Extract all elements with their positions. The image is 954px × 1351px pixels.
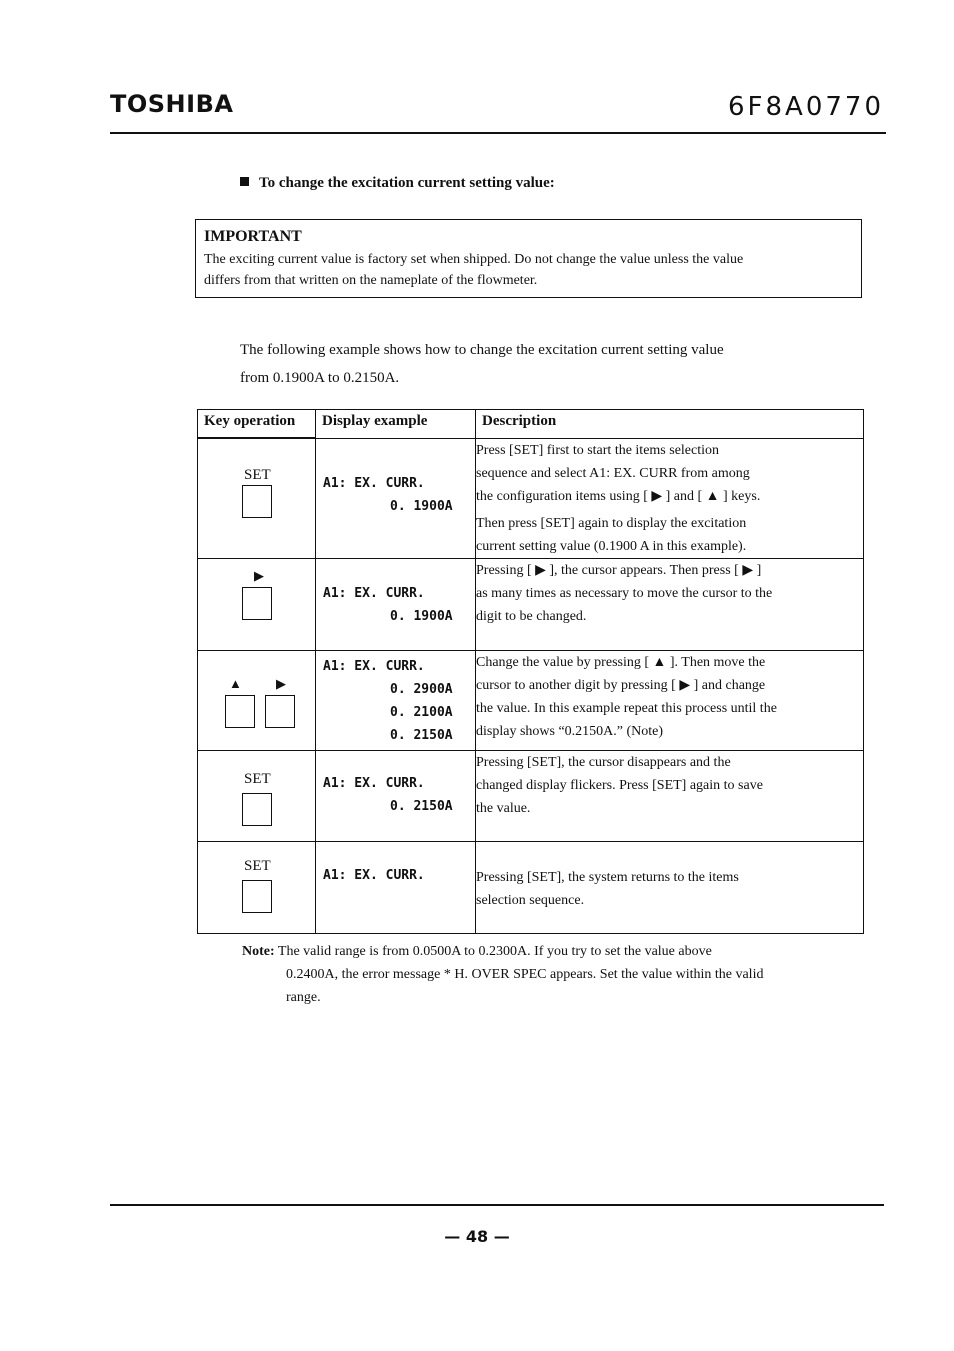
note-label: Note: xyxy=(242,944,275,959)
table-row xyxy=(198,750,864,841)
description-line: digit to be changed. xyxy=(476,608,587,624)
set-key-label: SET xyxy=(244,770,271,787)
description-cell xyxy=(476,750,864,841)
right-key-icon xyxy=(242,587,272,620)
set-key-icon xyxy=(242,880,272,913)
description-line: as many times as necessary to move the cursor to the xyxy=(476,585,773,601)
set-key-label: SET xyxy=(244,857,271,874)
note-line: range. xyxy=(286,990,321,1005)
description-line: sequence and select A1: EX. CURR from among xyxy=(476,465,750,481)
display-line: A1: EX. CURR. xyxy=(323,775,425,791)
description-line: the value. In this example repeat this process until the xyxy=(476,700,777,716)
description-line: current setting value (0.1900 A in this example). xyxy=(476,538,747,554)
column-header-key-operation: Key operation xyxy=(198,410,316,439)
description-line: Change the value by pressing [ ▲ ]. Then move the xyxy=(476,654,766,670)
key-operation-cell xyxy=(198,750,316,841)
description-line: cursor to another digit by pressing [ ▶ ] and change xyxy=(476,677,766,693)
display-line: 0. 2900A xyxy=(390,681,453,697)
display-example-cell xyxy=(316,750,476,841)
display-line: 0. 2100A xyxy=(390,704,453,720)
important-line: The exciting current value is factory set when shipped. Do not change the value unless the value xyxy=(204,252,744,267)
description-line: Pressing [SET], the system returns to the items xyxy=(476,869,739,885)
up-key-icon xyxy=(225,695,255,728)
description-line: selection sequence. xyxy=(476,892,585,908)
table-header-row xyxy=(198,410,864,439)
description-line: Pressing [ ▶ ], the cursor appears. Then press [ ▶ ] xyxy=(476,562,762,578)
page-header xyxy=(110,82,886,134)
column-header-description: Description xyxy=(476,410,864,439)
set-key-icon xyxy=(242,793,272,826)
description-line: the value. xyxy=(476,800,531,816)
note-paragraph xyxy=(242,940,862,1009)
set-key-label: SET xyxy=(244,467,271,483)
header-rule xyxy=(110,132,886,134)
intro-line: The following example shows how to change the excitation current setting value xyxy=(240,342,724,358)
description-cell xyxy=(476,650,864,750)
brand-logo: TOSHIBA xyxy=(110,90,234,118)
display-line: A1: EX. CURR. xyxy=(323,585,425,601)
display-example-cell xyxy=(316,650,476,750)
description-line: the configuration items using [ ▶ ] and [ ▲ ] keys. xyxy=(476,488,761,504)
key-operation-cell xyxy=(198,650,316,750)
key-operation-cell xyxy=(198,438,316,558)
description-line: Then press [SET] again to display the excitation xyxy=(476,515,747,531)
column-header-display-example: Display example xyxy=(316,410,476,439)
description-cell xyxy=(476,558,864,650)
table-row xyxy=(198,841,864,933)
display-line: 0. 2150A xyxy=(390,727,453,743)
important-box xyxy=(195,219,862,298)
intro-line: from 0.1900A to 0.2150A. xyxy=(240,370,400,386)
description-line: display shows “0.2150A.” (Note) xyxy=(476,723,664,739)
description-cell xyxy=(476,438,864,558)
display-line: A1: EX. CURR. xyxy=(323,867,425,883)
display-line: A1: EX. CURR. xyxy=(323,658,425,674)
description-line: Pressing [SET], the cursor disappears and the xyxy=(476,754,731,770)
square-bullet-icon xyxy=(240,177,249,186)
document-number: 6F8A0770 xyxy=(728,92,884,122)
intro-paragraph xyxy=(240,336,724,392)
display-line: A1: EX. CURR. xyxy=(323,475,425,491)
display-example-cell xyxy=(316,841,476,933)
note-line: 0.2400A, the error message * H. OVER SPEC appears. Set the value within the valid xyxy=(286,967,764,982)
footer-rule xyxy=(110,1204,884,1206)
important-body xyxy=(204,249,853,291)
table-row xyxy=(198,558,864,650)
important-title: IMPORTANT xyxy=(204,228,302,245)
table-row xyxy=(198,650,864,750)
right-arrow-icon: ▶ xyxy=(276,675,286,691)
right-arrow-icon: ▶ xyxy=(254,567,264,583)
display-example-cell xyxy=(316,438,476,558)
set-key-icon xyxy=(242,485,272,518)
description-line: Press [SET] first to start the items selection xyxy=(476,442,720,458)
key-operation-table xyxy=(197,409,864,934)
important-line: differs from that written on the nameplate of the flowmeter. xyxy=(204,273,538,288)
table-row xyxy=(198,438,864,558)
note-line: The valid range is from 0.0500A to 0.2300A. If you try to set the value above xyxy=(277,944,712,959)
section-heading xyxy=(240,175,555,192)
description-cell xyxy=(476,841,864,933)
display-line: 0. 2150A xyxy=(390,798,453,814)
display-example-cell xyxy=(316,558,476,650)
right-key-icon xyxy=(265,695,295,728)
display-line: 0. 1900A xyxy=(390,498,453,514)
section-heading-text: To change the excitation current setting value: xyxy=(259,175,555,191)
up-arrow-icon: ▲ xyxy=(229,675,242,691)
key-operation-cell xyxy=(198,841,316,933)
page-number: — 48 — xyxy=(444,1227,510,1246)
display-line: 0. 1900A xyxy=(390,608,453,624)
key-operation-cell xyxy=(198,558,316,650)
description-line: changed display flickers. Press [SET] again to save xyxy=(476,777,763,793)
